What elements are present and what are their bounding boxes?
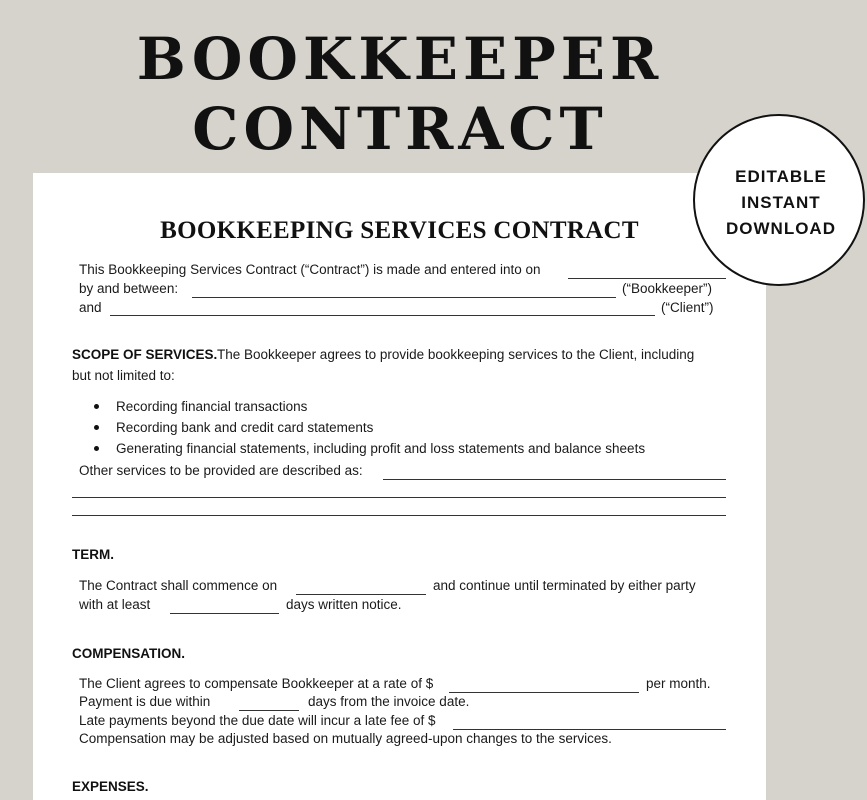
intro-line-1: This Bookkeeping Services Contract (“Contract”) is made and entered into on: [79, 262, 541, 277]
compensation-line-1a: The Client agrees to compensate Bookkeeper at a rate of $: [79, 676, 434, 691]
term-heading: TERM.: [72, 547, 114, 562]
compensation-line-4: Compensation may be adjusted based on mutually agreed-upon changes to the services.: [79, 731, 612, 746]
rate-blank[interactable]: [449, 692, 639, 693]
start-date-blank[interactable]: [296, 594, 426, 595]
compensation-line-2a: Payment is due within: [79, 694, 211, 709]
scope-bullet-3: Generating financial statements, including profit and loss statements and balance sheets: [116, 441, 646, 456]
late-fee-blank[interactable]: [453, 729, 726, 730]
client-label: (“Client”): [661, 300, 714, 315]
bullet-dot: [94, 425, 99, 430]
other-services-blank-2[interactable]: [72, 497, 726, 498]
badge-line-2: INSTANT: [741, 193, 821, 212]
intro-line-2: by and between:: [79, 281, 179, 296]
scope-text-line-2: but not limited to:: [72, 368, 175, 383]
compensation-line-1b: per month.: [646, 676, 711, 691]
badge-line-3: DOWNLOAD: [726, 219, 836, 238]
document-title: BOOKKEEPING SERVICES CONTRACT: [160, 217, 639, 244]
banner-title-line1: BOOKKEEPER: [136, 25, 664, 93]
banner-title-line2: CONTRACT: [192, 95, 608, 163]
other-services-blank-1[interactable]: [383, 479, 726, 480]
date-blank[interactable]: [568, 278, 726, 279]
bookkeeper-label: (“Bookkeeper”): [622, 281, 713, 296]
intro-line-3: and: [79, 300, 102, 315]
expenses-heading: EXPENSES.: [72, 779, 149, 794]
payment-days-blank[interactable]: [239, 710, 299, 711]
other-services-blank-3[interactable]: [72, 515, 726, 516]
contract-page: [33, 173, 766, 800]
other-services-label: Other services to be provided are described as:: [79, 463, 363, 478]
term-line-2b: days written notice.: [286, 597, 402, 612]
compensation-heading: COMPENSATION.: [72, 646, 186, 661]
bullet-dot: [94, 404, 99, 409]
client-name-blank[interactable]: [110, 315, 655, 316]
scope-text-line-1: The Bookkeeper agrees to provide bookkeeping services to the Client, including: [217, 347, 695, 362]
notice-days-blank[interactable]: [170, 613, 279, 614]
compensation-line-3: Late payments beyond the due date will incur a late fee of $: [79, 713, 436, 728]
term-line-1b: and continue until terminated by either party: [433, 578, 696, 593]
term-line-2a: with at least: [79, 597, 151, 612]
bullet-dot: [94, 446, 99, 451]
scope-bullet-2: Recording bank and credit card statements: [116, 420, 374, 435]
term-line-1a: The Contract shall commence on: [79, 578, 278, 593]
scope-heading: SCOPE OF SERVICES.: [72, 347, 218, 362]
compensation-line-2b: days from the invoice date.: [308, 694, 470, 709]
scope-bullet-1: Recording financial transactions: [116, 399, 308, 414]
badge-line-1: EDITABLE: [735, 167, 827, 186]
editable-download-badge: [693, 114, 865, 286]
bookkeeper-name-blank[interactable]: [192, 297, 616, 298]
